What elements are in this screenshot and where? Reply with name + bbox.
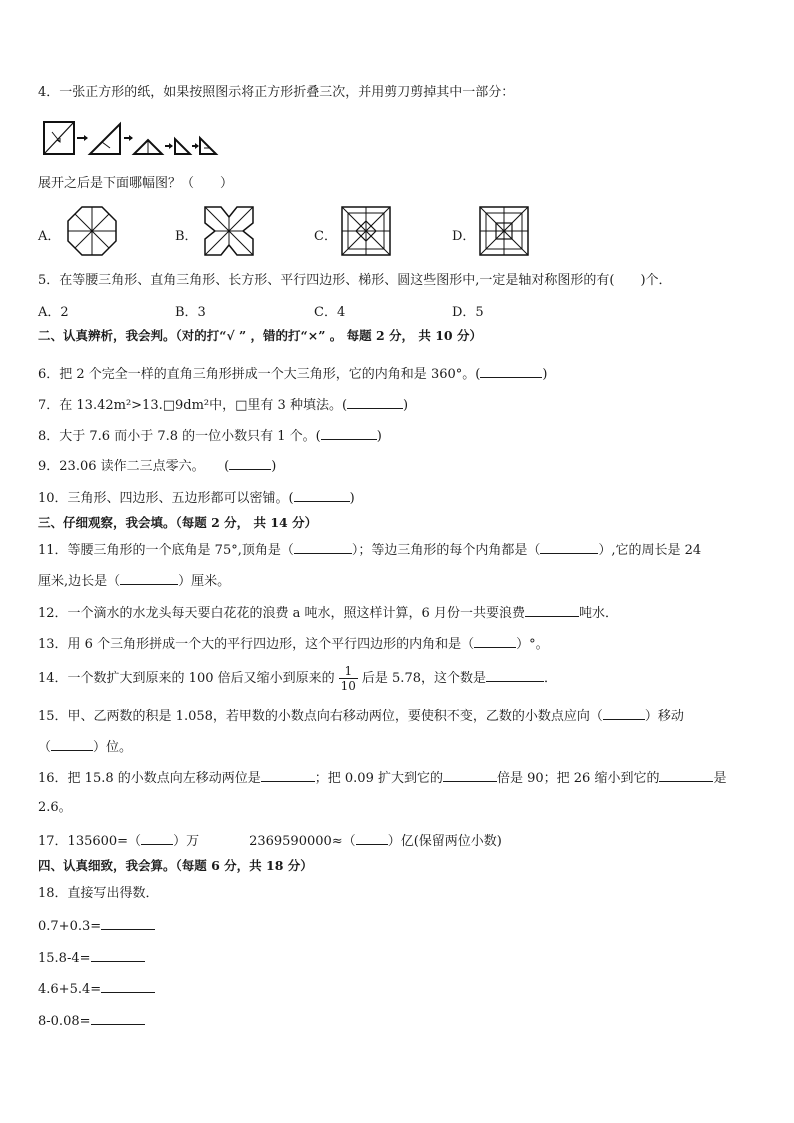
q11-part-d: 厘米,边长是（ (38, 574, 121, 589)
q11-part-a: 11．等腰三角形的一个底角是 75°,顶角是（ (38, 543, 294, 558)
q8-blank[interactable] (321, 426, 377, 440)
q7-text: 7．在 13.42m²>13.□9dm²中，□里有 3 种填法。( (38, 398, 348, 413)
q11-blank-1[interactable] (294, 540, 352, 554)
q16-blank-3[interactable] (659, 768, 713, 782)
section4-heading: 四、认真细致，我会算。（每题 6 分，共 18 分） (38, 858, 313, 873)
q5-stem: 5．在等腰三角形、直角三角形、长方形、平行四边形、梯形、圆这些图形中,一定是轴对称图形的有( )个． (38, 273, 672, 288)
q13 (38, 634, 549, 654)
q7 (38, 395, 408, 415)
q18-item-4-text: 8-0.08= (38, 1014, 91, 1029)
q15-part-c: （ (38, 740, 52, 755)
q5-option-b: B．3 (175, 305, 206, 320)
q9-blank[interactable] (229, 456, 271, 470)
q18-item-2-blank[interactable] (91, 948, 145, 962)
q13-blank[interactable] (474, 634, 516, 648)
q11-line1 (38, 540, 701, 560)
q11-part-b: ）；等边三角形的每个内角都是（ (351, 543, 541, 558)
q6 (38, 364, 547, 384)
q9-close: ) (271, 459, 277, 474)
q10 (38, 488, 355, 508)
q9-text: 9．23.06 读作二三点零六。 ( (38, 459, 230, 474)
q17 (38, 831, 502, 851)
q15-part-b: ）移动 (644, 709, 684, 724)
q17-part-a: 17．135600=（ (38, 834, 142, 849)
q12-part-b: 吨水． (578, 606, 618, 621)
q18-item-2 (38, 948, 145, 968)
q5-option-a: A．2 (38, 305, 69, 320)
q18-item-4-blank[interactable] (91, 1011, 145, 1025)
q18-item-2-text: 15.8-4= (38, 951, 91, 966)
q4-option-c-label: C． (314, 229, 337, 244)
q9 (38, 456, 276, 476)
q10-text: 10．三角形、四边形、五边形都可以密铺。( (38, 491, 294, 506)
q6-text: 6．把 2 个完全一样的直角三角形拼成一个大三角形，它的内角和是 360°。( (38, 367, 481, 382)
q18-item-3-blank[interactable] (101, 979, 155, 993)
q4-option-a-label: A． (38, 229, 61, 244)
q18-item-3 (38, 979, 155, 999)
folding-sequence-figure (40, 118, 220, 158)
q14-fraction (339, 664, 358, 693)
q14-part-a: 14．一个数扩大到原来的 100 倍后又缩小到原来的 (38, 671, 335, 686)
q15-part-a: 15．甲、乙两数的积是 1.058，若甲数的小数点向右移动两位，要使积不变，乙数的小数点应向（ (38, 709, 603, 724)
q6-close: ) (542, 367, 548, 382)
q15-blank-2[interactable] (51, 737, 93, 751)
q4-option-a-figure (66, 205, 118, 257)
q13-part-a: 13．用 6 个三角形拼成一个大的平行四边形，这个平行四边形的内角和是（ (38, 637, 475, 652)
q4-option-b-label: B． (175, 229, 198, 244)
q5-option-c: C．4 (314, 305, 346, 320)
q18-item-1-text: 0.7+0.3= (38, 919, 102, 934)
q16-part-b: ；把 0.09 扩大到它的 (314, 771, 443, 786)
q16-part-a: 16．把 15.8 的小数点向左移动两位是 (38, 771, 261, 786)
q14-part-b: 后是 5.78，这个数是 (361, 671, 486, 686)
q4-stem: 4．一张正方形的纸，如果按照图示将正方形折叠三次，并用剪刀剪掉其中一部分： (38, 85, 515, 100)
q11-line2 (38, 571, 230, 591)
q4-option-d-label: D． (452, 229, 476, 244)
q11-blank-2[interactable] (540, 540, 598, 554)
q8 (38, 426, 382, 446)
q18-item-1 (38, 916, 155, 936)
q4-option-c-figure (340, 205, 392, 257)
q13-part-b: ）°。 (516, 637, 549, 652)
q4-question: 展开之后是下面哪幅图？（ ） (38, 176, 234, 191)
q7-close: ) (403, 398, 409, 413)
q16-line1 (38, 768, 726, 788)
q17-part-b: ）万 (173, 834, 200, 849)
q18-stem: 18．直接写出得数． (38, 886, 159, 901)
q17-blank-2[interactable] (356, 831, 388, 845)
q12-blank[interactable] (525, 603, 579, 617)
q16-blank-2[interactable] (443, 768, 497, 782)
q17-part-d: ）亿(保留两位小数) (387, 834, 502, 849)
q18-item-4 (38, 1011, 145, 1031)
q8-text: 8．大于 7.6 而小于 7.8 的一位小数只有 1 个。( (38, 429, 321, 444)
section3-heading: 三、仔细观察，我会填。（每题 2 分， 共 14 分） (38, 515, 318, 530)
q12-part-a: 12．一个滴水的水龙头每天要白花花的浪费 a 吨水，照这样计算，6 月份一共要浪费 (38, 606, 525, 621)
q17-part-c: 2369590000≈（ (249, 834, 356, 849)
q16-line2: 2.6。 (38, 800, 72, 815)
section2-heading: 二、认真辨析，我会判。（对的打“√ ” ，错的打“×” 。 每题 2 分， 共 10 分） (38, 328, 482, 343)
q14-fraction-numerator: 1 (339, 664, 358, 679)
q17-blank-1[interactable] (141, 831, 173, 845)
q11-part-e: ）厘米。 (178, 574, 231, 589)
q7-blank[interactable] (347, 395, 403, 409)
q16-blank-1[interactable] (261, 768, 315, 782)
q11-blank-3[interactable] (120, 571, 178, 585)
q14-fraction-denominator: 10 (340, 679, 356, 693)
q16-part-c: 倍是 90；把 26 缩小到它的 (496, 771, 660, 786)
q4-option-d-figure (478, 205, 530, 257)
q8-close: ) (376, 429, 382, 444)
q16-part-d: 是 (713, 771, 727, 786)
q11-part-c: ）,它的周长是 24 (598, 543, 702, 558)
q5-option-d: D．5 (452, 305, 484, 320)
q14-part-c: ． (543, 671, 557, 686)
q12 (38, 603, 618, 623)
q10-close: ) (349, 491, 355, 506)
q15-part-d: ）位。 (93, 740, 133, 755)
q15-line2 (38, 737, 132, 757)
q15-line1 (38, 706, 684, 726)
q6-blank[interactable] (480, 364, 542, 378)
q4-option-b-figure (203, 205, 255, 257)
q14 (38, 664, 557, 694)
q18-item-3-text: 4.6+5.4= (38, 982, 102, 997)
q14-blank[interactable] (486, 668, 544, 682)
q18-item-1-blank[interactable] (101, 916, 155, 930)
q15-blank-1[interactable] (603, 706, 645, 720)
q10-blank[interactable] (294, 488, 350, 502)
